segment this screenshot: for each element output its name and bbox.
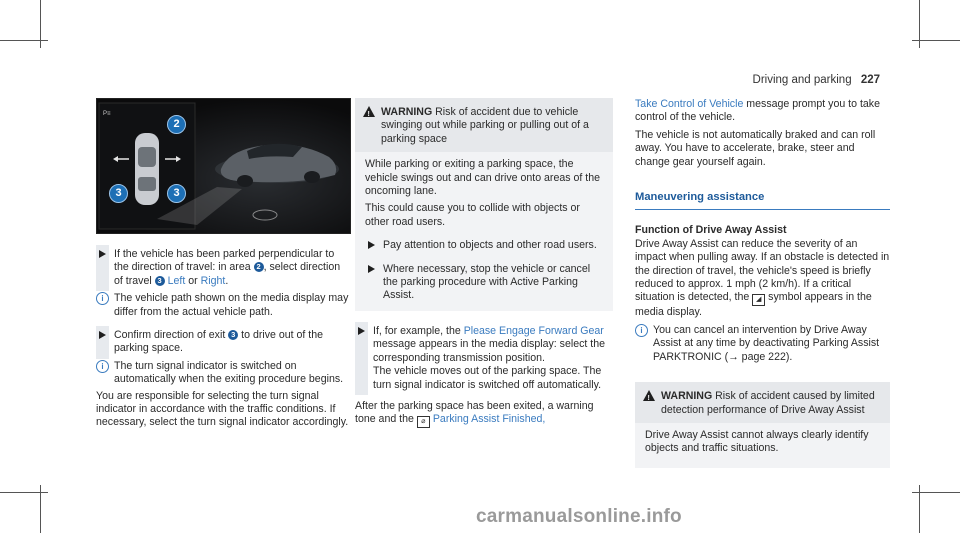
crop-mark [0, 40, 48, 41]
section-title: Maneuvering assistance [635, 191, 890, 210]
page-number: 227 [860, 74, 880, 86]
body-paragraph [635, 238, 890, 320]
parking-exit-figure [96, 98, 351, 234]
body-text: symbol appears in the media display. [635, 291, 872, 319]
body-paragraph: You are responsible for selecting the turn signal indicator in accordance with the traffic conditions. If necessary, select the turn signal indicator accordingly. [96, 389, 349, 429]
column-right [635, 98, 890, 468]
ref-number: 3 [155, 276, 165, 286]
info-icon: i [96, 360, 109, 373]
warning-body [355, 152, 613, 311]
watermark: carmanualsonline.info [476, 506, 682, 527]
step-text: message appears in the media display: select the corresponding transmission position. [373, 338, 606, 364]
callout-3-left: 3 [109, 184, 128, 203]
step-arrow-icon [368, 265, 375, 273]
warning-body [635, 423, 890, 468]
warning-title: Risk of accident due to vehicle swinging out while parking or pulling out of a parking space [381, 106, 589, 145]
step-text: . [225, 274, 229, 287]
display-message: Take Control of Vehicle [635, 98, 744, 110]
body-text: After the parking space has been exited, a warning tone and the [355, 399, 594, 426]
info-icon: i [96, 292, 109, 305]
body-text: Drive Away Assist can reduce the severity of an impact when pulling away. If an obstacle is detected in the direction of travel, the vehicle's speed is briefly reduced to approx. 1 mph (2 km/h). If a critical situation is detected, the [635, 237, 890, 304]
callout-3-right: 3 [167, 184, 186, 203]
step-text: to drive out of the parking space. [114, 329, 324, 355]
subsection-title: Function of Drive Away Assist [635, 224, 787, 237]
drive-away-assist-icon: ◢ [752, 294, 765, 306]
callout-2: 2 [167, 115, 186, 134]
note-text: You can cancel an intervention by Drive Away Assist at any time by deactivating Parking Assist PARKTRONIC (→ page 222). [653, 323, 880, 363]
warning-header [635, 382, 890, 423]
crop-mark [0, 492, 48, 493]
screen-tag: P≡ [103, 111, 111, 117]
display-message: Parking Assist Finished, [432, 413, 546, 426]
step-arrow-icon [99, 250, 106, 258]
body-text: message prompt you to take control of the vehicle. [635, 98, 880, 124]
parking-assist-icon: ⌀ [417, 416, 430, 428]
info-note [635, 324, 890, 364]
step-arrow-icon [358, 327, 365, 335]
step-arrow-icon [99, 331, 106, 339]
info-note [96, 292, 351, 319]
step-text: Where necessary, stop the vehicle or cancel the parking procedure with Active Parking Assist. [383, 262, 591, 302]
warning-header [355, 98, 613, 152]
step-text: , select direction of travel [114, 261, 341, 287]
step-text: Pay attention to objects and other road users. [383, 239, 597, 252]
page-header [753, 74, 880, 86]
option-left: Left [167, 274, 186, 287]
warning-text: This could cause you to collide with objects or other road users. [365, 202, 580, 228]
car-illustration [97, 99, 350, 233]
ref-number: 2 [254, 262, 264, 272]
section-name: Driving and parking [752, 74, 852, 86]
display-message: Please Engage Forward Gear [463, 324, 604, 337]
column-middle [355, 98, 613, 428]
step-text: Confirm direction of exit [114, 329, 229, 342]
crop-mark [912, 40, 960, 41]
step-confirm-exit [96, 329, 351, 356]
warning-title: Risk of accident caused by limited detection performance of Drive Away Assist [661, 390, 875, 416]
step-text: or [185, 274, 201, 287]
step-arrow-icon [368, 241, 375, 249]
info-note [96, 360, 351, 387]
warning-step [365, 263, 603, 303]
body-paragraph [355, 400, 613, 428]
warning-label: WARNING [661, 390, 713, 403]
column-left [96, 98, 351, 430]
step-text: If the vehicle has been parked perpendicular to the direction of travel: in area [114, 248, 335, 274]
step-select-direction [96, 248, 351, 288]
note-text: The vehicle path shown on the media display may differ from the actual vehicle path. [114, 292, 349, 318]
step-engage-gear [355, 325, 613, 392]
info-icon: i [635, 324, 648, 337]
crop-mark [912, 492, 960, 493]
warning-text: Drive Away Assist cannot always clearly identify objects and traffic situations. [645, 428, 869, 455]
warning-icon [643, 390, 655, 401]
step-text: If, for example, the [373, 324, 464, 337]
warning-icon [363, 106, 375, 117]
note-text: The turn signal indicator is switched on automatically when the exiting procedure begins. [114, 359, 344, 386]
warning-label: WARNING [381, 106, 433, 118]
body-paragraph [635, 98, 890, 125]
step-text: The vehicle moves out of the parking space. The turn signal indicator is switched off automatically. [373, 365, 602, 391]
warning-step [365, 239, 603, 252]
warning-text: While parking or exiting a parking space, the vehicle swings out and can drive onto areas of the oncoming lane. [365, 158, 600, 198]
body-paragraph: The vehicle is not automatically braked and can roll away. You have to accelerate, brake, steer and change gear yourself again. [635, 128, 876, 168]
option-right: Right [200, 274, 226, 287]
ref-number: 3 [228, 330, 238, 340]
